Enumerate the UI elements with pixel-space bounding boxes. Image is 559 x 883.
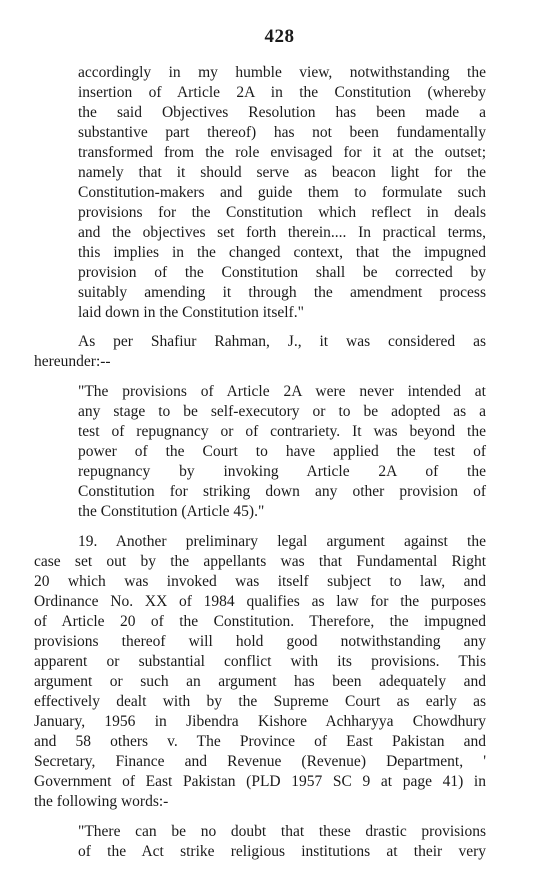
text-line: transformed from the role envisaged for it at the outset; (78, 144, 486, 161)
text-line: effectively dealt with by the Supreme Court as early as (34, 693, 486, 710)
text-line: of the Act strike religious institutions at their very (78, 843, 486, 860)
text-line: "There can be no doubt that these drastic provisions (78, 823, 486, 840)
text-line: power of the Court to have applied the test of (78, 443, 486, 460)
text-line: hereunder:-- (34, 353, 111, 370)
text-line: and the objectives set forth therein.... In practical terms, (78, 224, 486, 241)
text-line: provision of the Constitution shall be corrected by (78, 264, 486, 281)
text-line: of Article 20 of the Constitution. Therefore, the impugned (34, 613, 486, 630)
text-line: test of repugnancy or of contrariety. It was beyond the (78, 423, 486, 440)
text-line: insertion of Article 2A in the Constitution (whereby (78, 84, 486, 101)
text-line: January, 1956 in Jibendra Kishore Achharyya Chowdhury (34, 713, 486, 730)
text-line: case set out by the appellants was that Fundamental Right (34, 553, 486, 570)
text-line: Constitution-makers and guide them to formulate such (78, 184, 486, 201)
text-line: 19. Another preliminary legal argument against the (78, 533, 486, 550)
text-line: Constitution for striking down any other provision of (78, 483, 486, 500)
page-number: 428 (264, 26, 295, 47)
text-line: substantive part thereof) has not been fundamentally (78, 124, 486, 141)
text-line: any stage to be self-executory or to be adopted as a (78, 403, 486, 420)
text-line: the said Objectives Resolution has been made a (78, 104, 486, 121)
text-line: the following words:- (34, 793, 169, 810)
text-line: repugnancy by invoking Article 2A of the (78, 463, 486, 480)
text-line: accordingly in my humble view, notwithstanding the (78, 64, 486, 81)
text-line: namely that it should serve as beacon light for the (78, 164, 486, 181)
text-line: laid down in the Constitution itself." (78, 304, 304, 321)
text-line: "The provisions of Article 2A were never intended at (78, 383, 486, 400)
text-line: provisions for the Constitution which reflect in deals (78, 204, 486, 221)
text-line: and 58 others v. The Province of East Pakistan and (34, 733, 486, 750)
text-line: As per Shafiur Rahman, J., it was considered as (78, 333, 486, 350)
text-line: 20 which was invoked was itself subject to law, and (34, 573, 486, 590)
text-line: argument or such an argument has been adequately and (34, 673, 486, 690)
text-line: Secretary, Finance and Revenue (Revenue) Department, ' (34, 753, 486, 770)
text-line: apparent or substantial conflict with its provisions. This (34, 653, 486, 670)
text-line: Ordinance No. XX of 1984 qualifies as law for the purposes (34, 593, 486, 610)
text-line: the Constitution (Article 45)." (78, 503, 265, 520)
text-line: suitably amending it through the amendment process (78, 284, 486, 301)
text-line: this implies in the changed context, that the impugned (78, 244, 486, 261)
text-line: Government of East Pakistan (PLD 1957 SC 9 at page 41) in (34, 773, 486, 790)
text-line: provisions thereof will hold good notwithstanding any (34, 633, 486, 650)
